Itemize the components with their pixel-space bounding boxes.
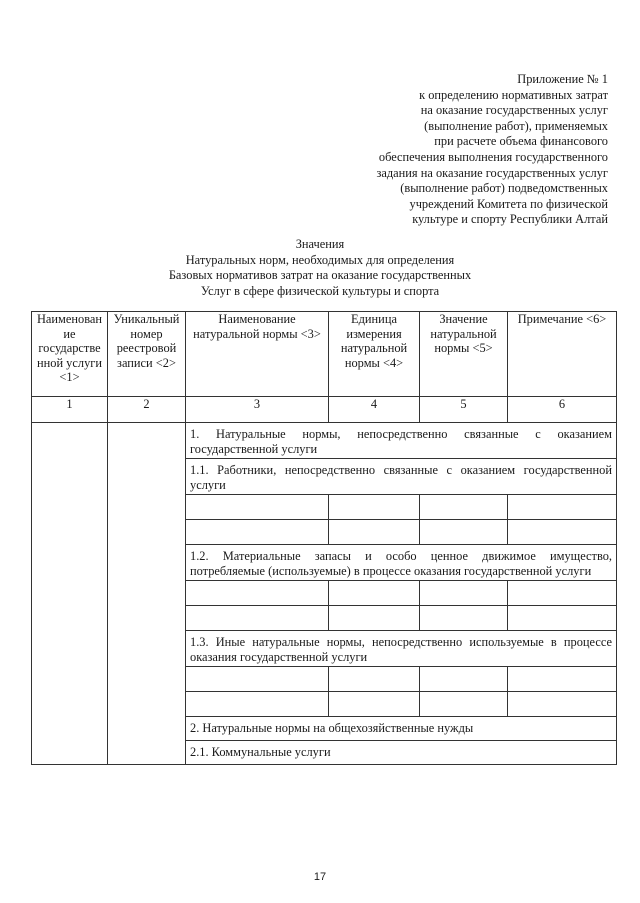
table-cell (508, 581, 617, 606)
table-cell (508, 495, 617, 520)
table-cell (329, 581, 420, 606)
column-number: 4 (329, 397, 420, 423)
table-cell (329, 495, 420, 520)
table-cell (329, 667, 420, 692)
column-number-row (32, 397, 617, 423)
appendix-line: обеспечения выполнения государственного (378, 149, 608, 164)
table-header-row (32, 312, 617, 397)
table-cell (420, 581, 508, 606)
column-number: 5 (420, 397, 508, 423)
title-line: Значения (295, 237, 345, 251)
registry-number-cell (108, 423, 186, 765)
appendix-line: (выполнение работ) подведомственных (400, 181, 608, 196)
section-row (32, 423, 617, 459)
appendix-header (308, 72, 608, 228)
section-heading: 1. Натуральные нормы, непосредственно связанные с оказанием государственной услуги (186, 423, 617, 459)
table-cell (420, 692, 508, 717)
table-header-cell: Примечание <6> (508, 312, 617, 397)
column-number: 2 (108, 397, 186, 423)
service-name-cell (32, 423, 108, 765)
column-number: 3 (186, 397, 329, 423)
section-heading: 2.1. Коммунальные услуги (186, 741, 617, 765)
title-line: Натуральных норм, необходимых для определения (185, 252, 455, 267)
document-title (100, 237, 540, 299)
table-header-cell: Наименование натуральной нормы <3> (186, 312, 329, 397)
appendix-line: учреждений Комитета по физической (409, 196, 608, 211)
table-header-cell: Единица измерения натуральной нормы <4> (329, 312, 420, 397)
appendix-line: культуре и спорту Республики Алтай (412, 212, 608, 227)
table-cell (508, 667, 617, 692)
table-cell (186, 520, 329, 545)
table-cell (420, 495, 508, 520)
table-cell (186, 495, 329, 520)
column-number: 1 (32, 397, 108, 423)
table-cell (508, 692, 617, 717)
table-cell (420, 520, 508, 545)
section-heading: 1.2. Материальные запасы и особо ценное движимое имущество, потребляемые (используемые) в процессе оказания государственной услуги (186, 545, 617, 581)
table-cell (329, 692, 420, 717)
table-cell (329, 520, 420, 545)
appendix-line: на оказание государственных услуг (420, 103, 608, 118)
column-number: 6 (508, 397, 617, 423)
table-header-cell: Наименован ие государстве нной услуги <1> (32, 312, 108, 397)
section-heading: 2. Натуральные нормы на общехозяйственные нужды (186, 717, 617, 741)
page-number: 17 (313, 871, 327, 883)
appendix-line: к определению нормативных затрат (419, 87, 608, 102)
appendix-line: задания на оказание государственных услуг (376, 165, 608, 180)
natural-norms-table (31, 311, 617, 765)
table-cell (508, 520, 617, 545)
appendix-line: при расчете объема финансового (434, 134, 608, 149)
appendix-line: Приложение № 1 (517, 72, 608, 86)
table-header-cell: Уникальный номер реестровой записи <2> (108, 312, 186, 397)
table-header-cell: Значение натуральной нормы <5> (420, 312, 508, 397)
title-line: Услуг в сфере физической культуры и спорта (200, 283, 440, 298)
table-cell (329, 606, 420, 631)
table-cell (420, 606, 508, 631)
table-cell (186, 667, 329, 692)
table-cell (186, 606, 329, 631)
section-heading: 1.3. Иные натуральные нормы, непосредственно используемые в процессе оказания государственной услуги (186, 631, 617, 667)
appendix-line: (выполнение работ), применяемых (424, 118, 608, 133)
table-cell (420, 667, 508, 692)
table-cell (508, 606, 617, 631)
table-cell (186, 692, 329, 717)
title-line: Базовых нормативов затрат на оказание государственных (168, 268, 472, 283)
section-heading: 1.1. Работники, непосредственно связанные с оказанием государственной услуги (186, 459, 617, 495)
table-cell (186, 581, 329, 606)
